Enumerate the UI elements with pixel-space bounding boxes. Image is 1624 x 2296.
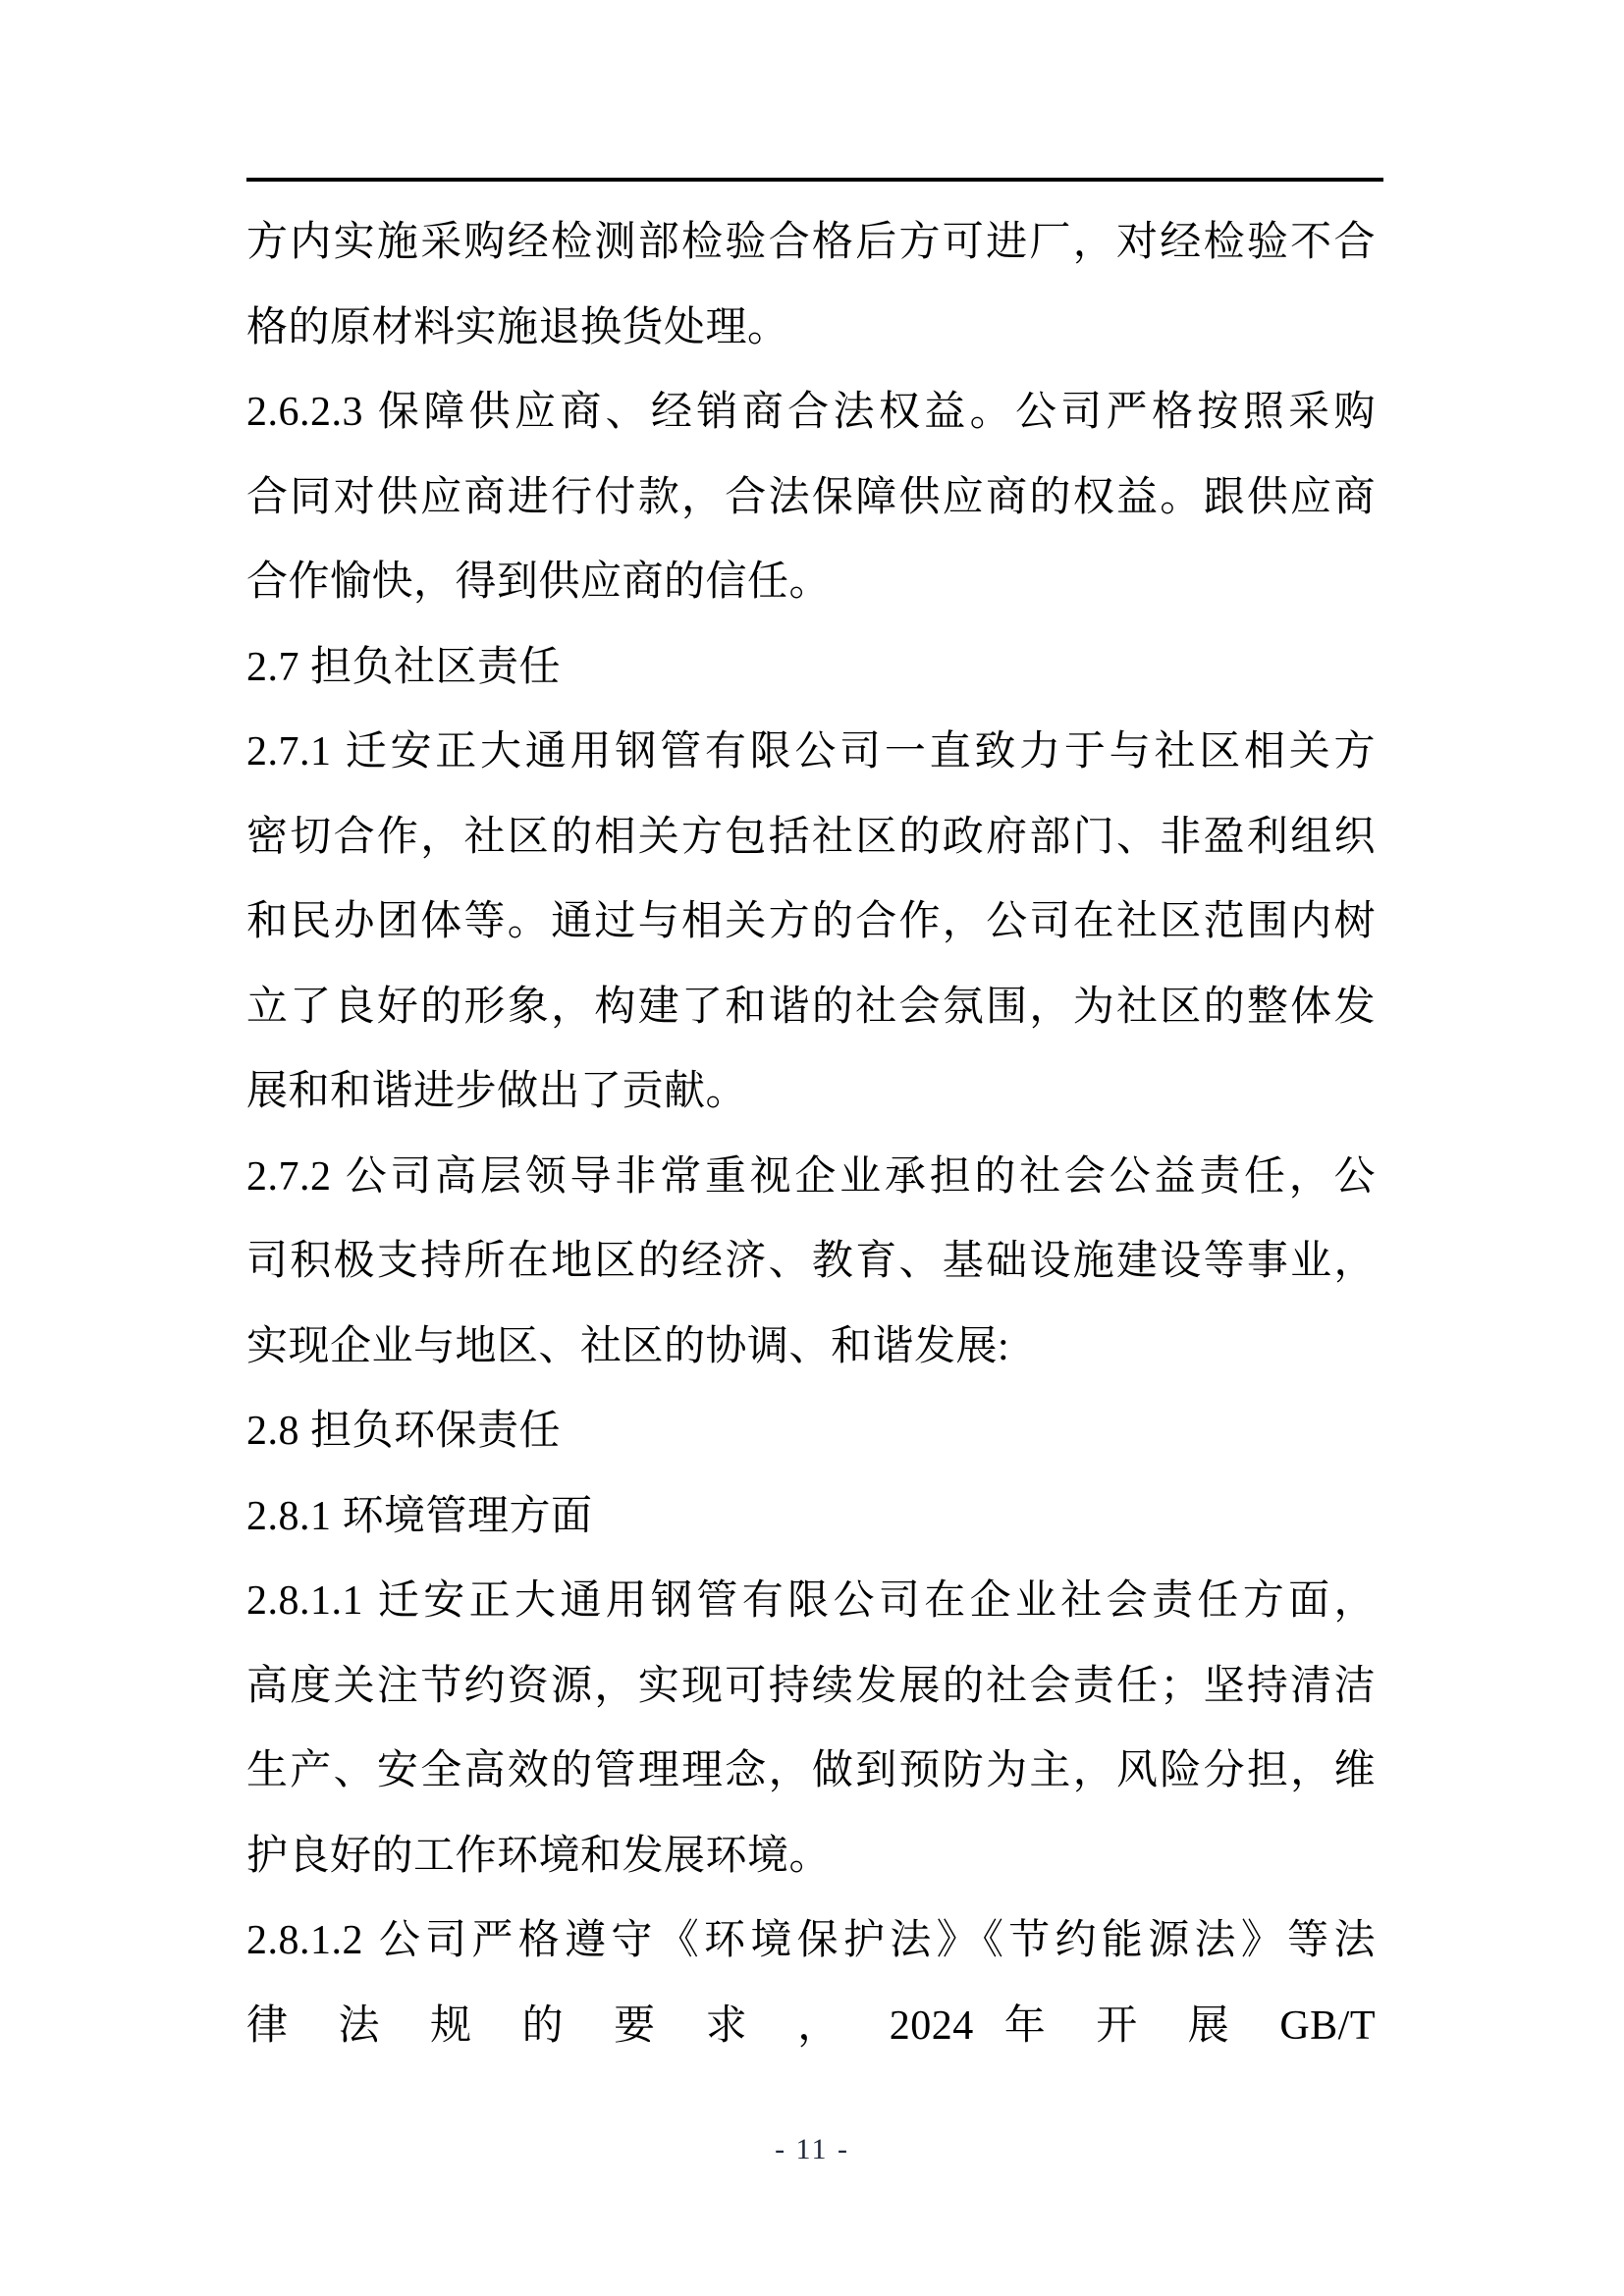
text-line: 格的原材料实施退换货处理。 bbox=[246, 304, 789, 350]
section-heading: 2.8 担负环保责任 bbox=[246, 1409, 562, 1454]
text-line: 2.8.1.1 迁安正大通用钢管有限公司在企业社会责任方面， bbox=[246, 1578, 1376, 1624]
text-line: 合同对供应商进行付款，合法保障供应商的权益。跟供应商 bbox=[246, 474, 1376, 520]
text-line: 合作愉快，得到供应商的信任。 bbox=[246, 560, 832, 605]
body-text-block bbox=[246, 200, 1376, 2068]
text-line: 高度关注节约资源，实现可持续发展的社会责任；坚持清洁 bbox=[246, 1663, 1376, 1709]
text-line: 2.8.1.2 公司严格遵守《环境保护法》《节约能源法》等法 bbox=[246, 1918, 1376, 1963]
text-line: 2.6.2.3 保障供应商、经销商合法权益。公司严格按照采购 bbox=[246, 390, 1376, 435]
text-line: 律 法 规 的 要 求 ， 2024 年 开 展 GB/T bbox=[246, 2002, 1376, 2049]
text-line: 展和和谐进步做出了贡献。 bbox=[246, 1069, 748, 1114]
text-line: 和民办团体等。通过与相关方的合作，公司在社区范围内树 bbox=[246, 899, 1376, 944]
text-line: 2.7.2 公司高层领导非常重视企业承担的社会公益责任，公 bbox=[246, 1153, 1376, 1200]
text-line: 2.7.1 迁安正大通用钢管有限公司一直致力于与社区相关方 bbox=[246, 729, 1376, 774]
text-line: 立了良好的形象，构建了和谐的社会氛围，为社区的整体发 bbox=[246, 984, 1376, 1030]
text-line: 实现企业与地区、社区的协调、和谐发展: bbox=[246, 1323, 1010, 1369]
section-heading: 2.8.1 环境管理方面 bbox=[246, 1493, 593, 1539]
text-line: 生产、安全高效的管理理念，做到预防为主，风险分担，维 bbox=[246, 1748, 1376, 1793]
text-line: 密切合作，社区的相关方包括社区的政府部门、非盈利组织 bbox=[246, 814, 1376, 860]
page-number: - 11 - bbox=[775, 2133, 849, 2165]
text-line: 护良好的工作环境和发展环境。 bbox=[246, 1833, 832, 1879]
section-heading: 2.7 担负社区责任 bbox=[246, 644, 562, 690]
header-rule bbox=[246, 178, 1383, 182]
text-line: 司积极支持所在地区的经济、教育、基础设施建设等事业， bbox=[246, 1239, 1376, 1284]
text-line: 方内实施采购经检测部检验合格后方可进厂，对经检验不合 bbox=[246, 220, 1376, 265]
